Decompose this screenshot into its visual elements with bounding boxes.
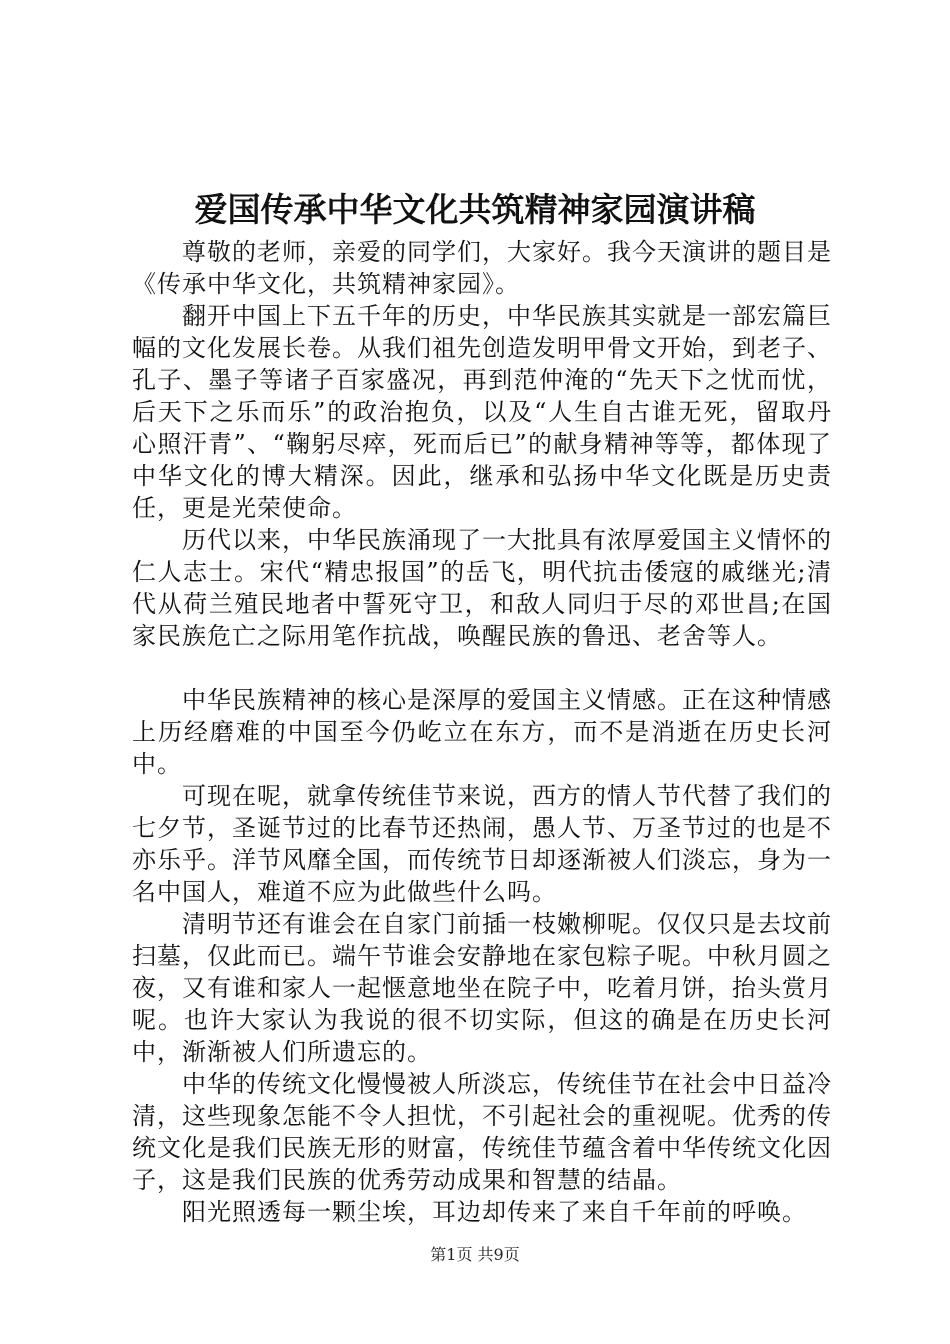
paragraph-sunlight: 阳光照透每一颗尘埃，耳边却传来了来自千年前的呼唤。 (182, 1198, 807, 1226)
paragraph-western-holidays: 可现在呢，就拿传统佳节来说，西方的情人节代替了我们的七夕节，圣诞节过的比春节还热闹，愚人节、万圣节过的也是不亦乐乎。洋节风靡全国，而传统节日却逐渐被人们淡忘，身为一名中国人，难道不应为此做些什么吗。 (132, 782, 832, 906)
paragraph-national-spirit: 中华民族精神的核心是深厚的爱国主义情感。正在这种情感上历经磨难的中国至今仍屹立在东方，而不是消逝在历史长河中。 (132, 686, 832, 778)
paragraph-culture-fading: 中华的传统文化慢慢被人所淡忘，传统佳节在社会中日益冷清，这些现象怎能不令人担忧，不引起社会的重视呢。优秀的传统文化是我们民族无形的财富，传统佳节蕴含着中华传统文化因子，这是我们民族的优秀劳动成果和智慧的结晶。 (132, 1070, 832, 1194)
page-footer: 第1页 共9页 (430, 1245, 520, 1264)
paragraph-patriots: 历代以来，中华民族涌现了一大批具有浓厚爱国主义情怀的仁人志士。宋代“精忠报国”的岳飞，明代抗击倭寇的戚继光;清代从荷兰殖民地者中誓死守卫，和敌人同归于尽的邓世昌;在国家民族危亡之际用笔作抗战，唤醒民族的鲁迅、老舍等人。 (132, 526, 832, 650)
document-body (132, 236, 832, 1228)
paragraph-greeting: 尊敬的老师，亲爱的同学们，大家好。我今天演讲的题目是《传承中华文化，共筑精神家园》。 (132, 238, 832, 298)
document-title: 爱国传承中华文化共筑精神家园演讲稿 (194, 190, 756, 229)
paragraph-traditional-festivals: 清明节还有谁会在自家门前插一枝嫩柳呢。仅仅只是去坟前扫墓，仅此而已。端午节谁会安静地在家包粽子呢。中秋月圆之夜，又有谁和家人一起惬意地坐在院子中，吃着月饼，抬头赏月呢。也许大家认为我说的很不切实际，但这的确是在历史长河中，渐渐被人们所遗忘的。 (132, 910, 832, 1066)
paragraph-history: 翻开中国上下五千年的历史，中华民族其实就是一部宏篇巨幅的文化发展长卷。从我们祖先创造发明甲骨文开始，到老子、孔子、墨子等诸子百家盛况，再到范仲淹的“先天下之忧而忧，后天下之乐而乐”的政治抱负，以及“人生自古谁无死，留取丹心照汗青”、“鞠躬尽瘁，死而后已”的献身精神等等，都体现了中华文化的博大精深。因此，继承和弘扬中华文化既是历史责任，更是光荣使命。 (132, 302, 832, 522)
